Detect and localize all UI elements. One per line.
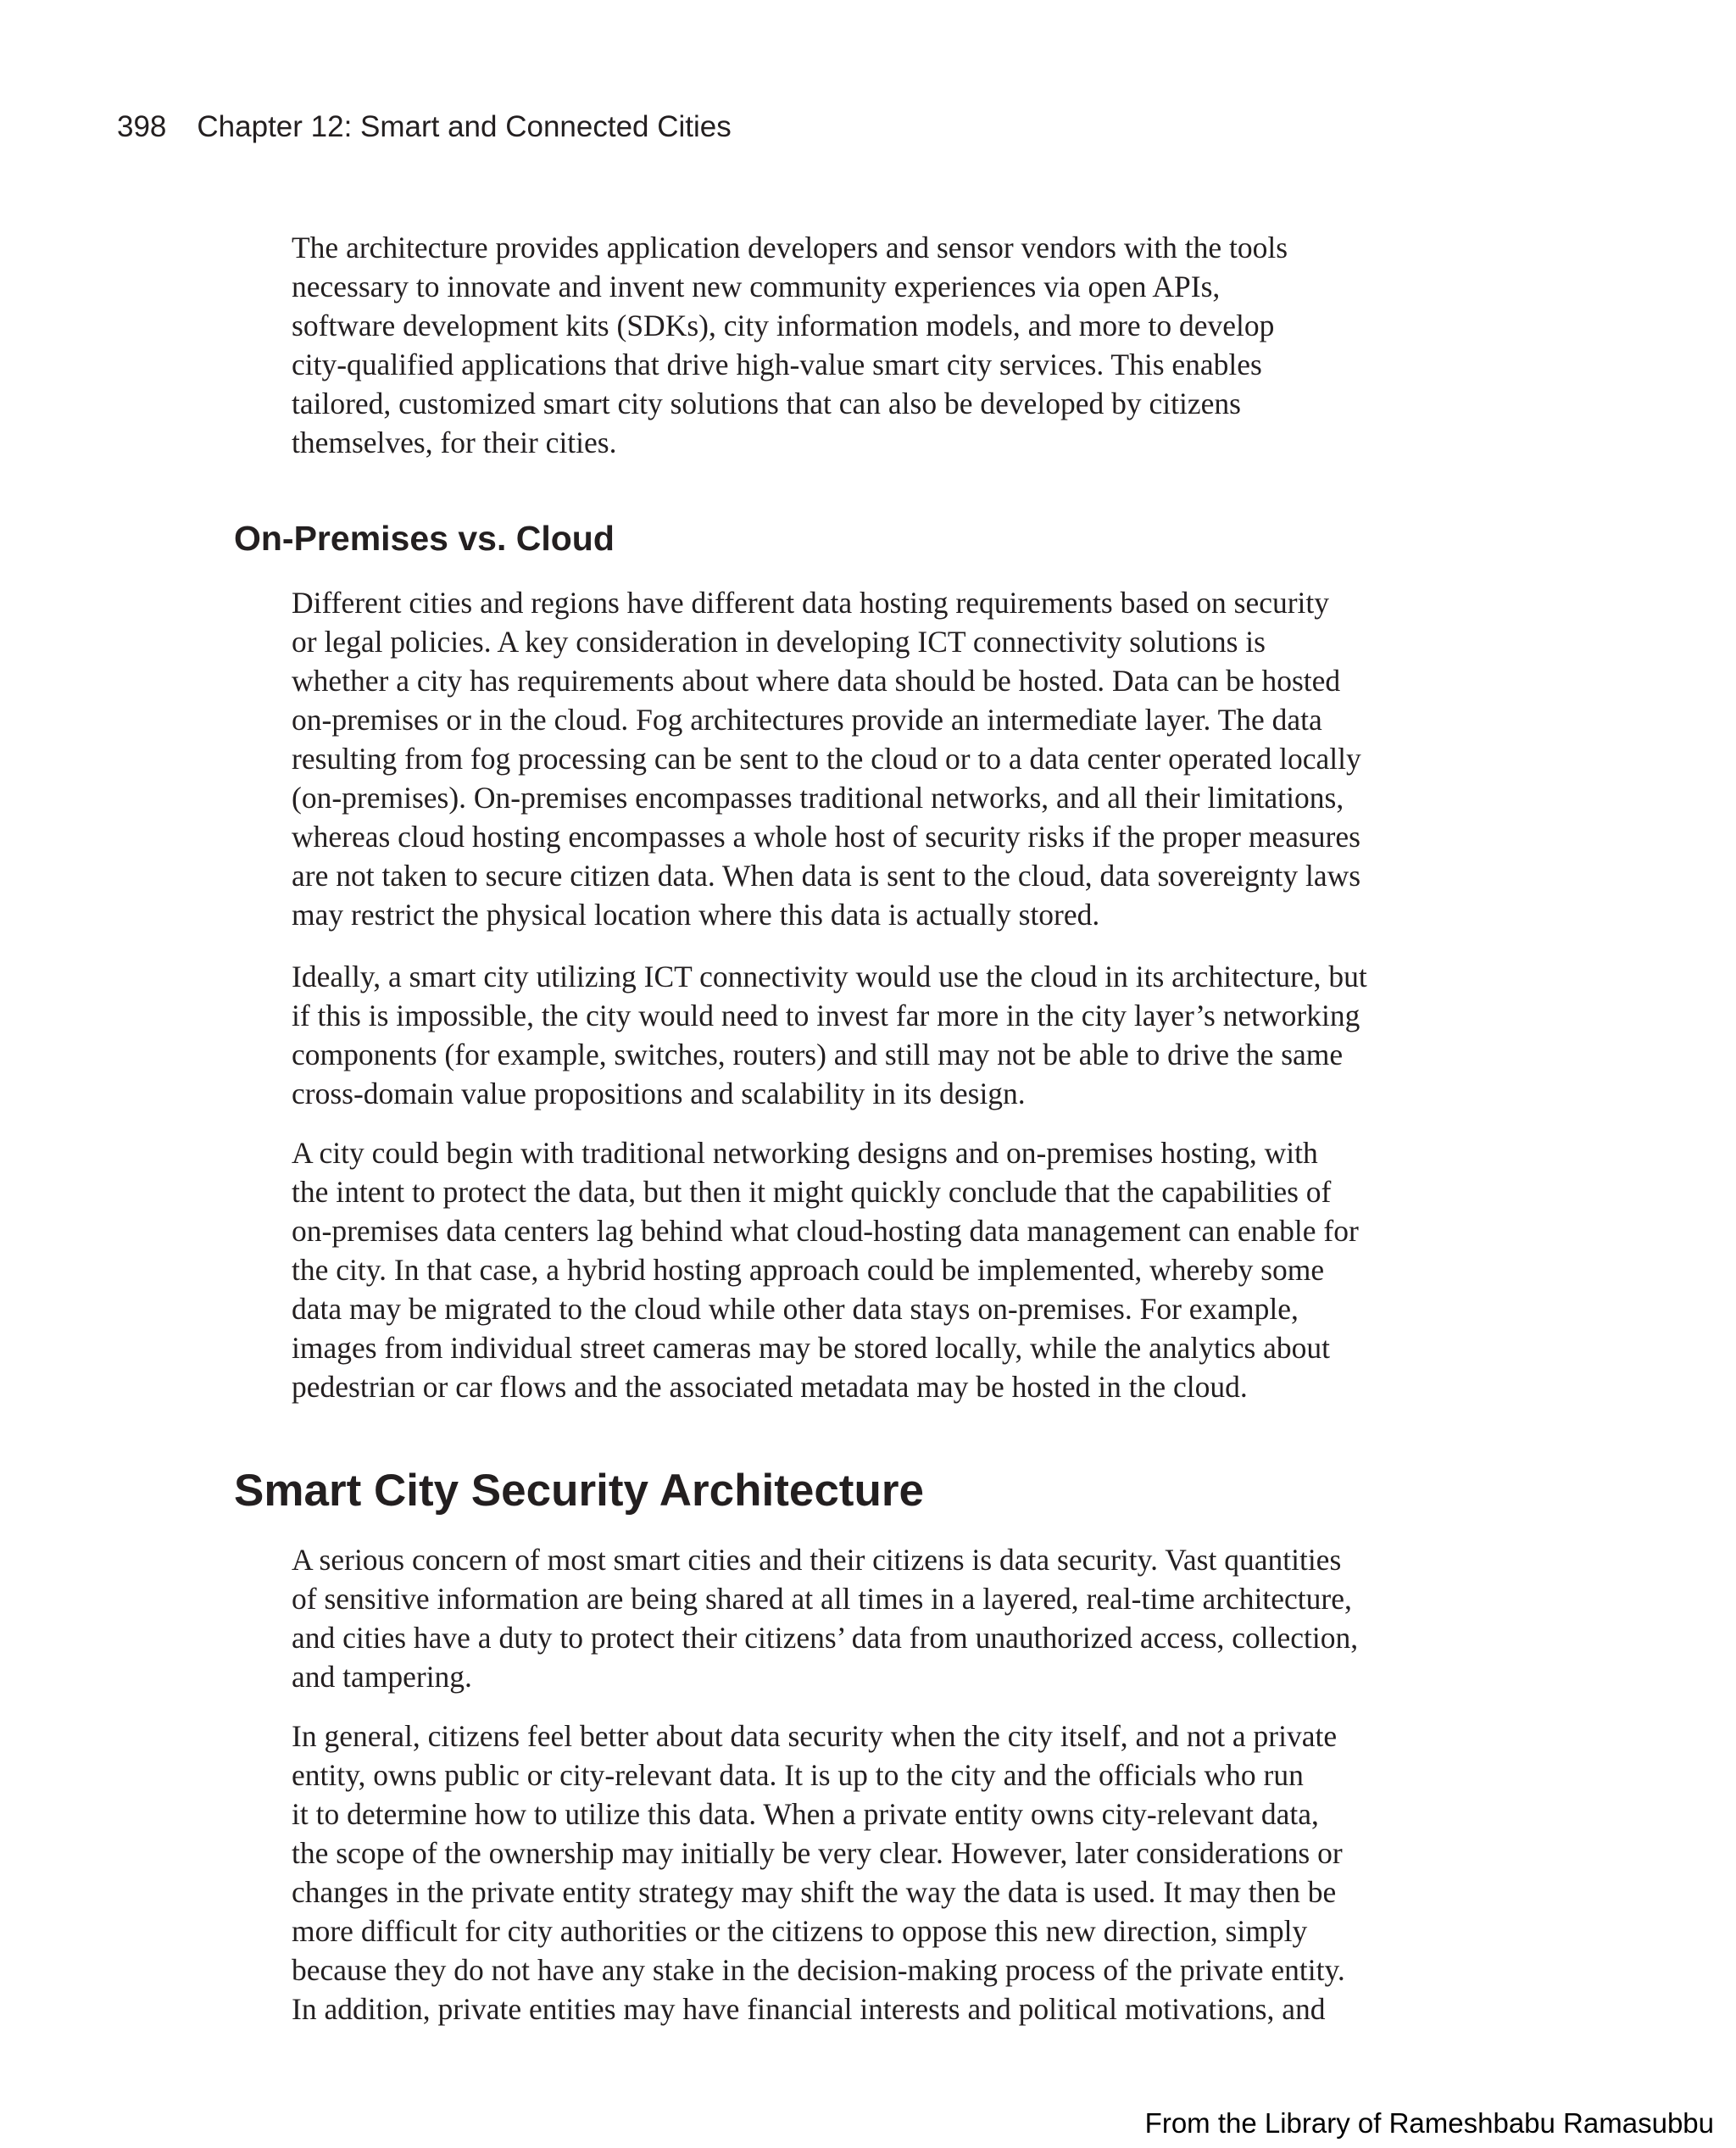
text-line: if this is impossible, the city would need to invest far more in the city layer’s networking	[292, 999, 1360, 1032]
text-line: on-premises data centers lag behind what cloud-hosting data management can enable for	[292, 1214, 1359, 1248]
on-premises-paragraph-3	[292, 1133, 1453, 1406]
text-line: A city could begin with traditional networking designs and on-premises hosting, with	[292, 1136, 1318, 1170]
text-line: the city. In that case, a hybrid hosting approach could be implemented, whereby some	[292, 1253, 1325, 1287]
text-line: or legal policies. A key consideration in developing ICT connectivity solutions is	[292, 625, 1266, 659]
text-line: may restrict the physical location where this data is actually stored.	[292, 898, 1100, 932]
security-paragraph-1	[292, 1540, 1453, 1696]
text-line: necessary to innovate and invent new community experiences via open APIs,	[292, 270, 1221, 303]
page-number: 398	[117, 110, 167, 143]
text-line: the scope of the ownership may initially be very clear. However, later considerations or	[292, 1836, 1343, 1870]
text-line: In general, citizens feel better about data security when the city itself, and not a private	[292, 1719, 1338, 1753]
text-line: and cities have a duty to protect their citizens’ data from unauthorized access, collection,	[292, 1621, 1359, 1655]
text-line: data may be migrated to the cloud while other data stays on-premises. For example,	[292, 1292, 1299, 1326]
section-heading-on-premises: On-Premises vs. Cloud	[234, 519, 615, 558]
text-line: because they do not have any stake in the decision-making process of the private entity.	[292, 1953, 1345, 1987]
text-line: resulting from fog processing can be sent to the cloud or to a data center operated locally	[292, 742, 1361, 776]
section-heading-security: Smart City Security Architecture	[234, 1466, 924, 1516]
text-line: components (for example, switches, routers) and still may not be able to drive the same	[292, 1038, 1344, 1071]
text-line: the intent to protect the data, but then it might quickly conclude that the capabilities of	[292, 1175, 1332, 1209]
text-line: images from individual street cameras may be stored locally, while the analytics about	[292, 1331, 1331, 1365]
library-watermark: From the Library of Rameshbabu Ramasubbu	[1144, 2107, 1714, 2139]
text-line: Ideally, a smart city utilizing ICT connectivity would use the cloud in its architecture, but	[292, 960, 1367, 993]
text-line: cross-domain value propositions and scalability in its design.	[292, 1077, 1026, 1110]
text-line: tailored, customized smart city solutions that can also be developed by citizens	[292, 387, 1241, 420]
text-line: and tampering.	[292, 1660, 472, 1694]
text-line: pedestrian or car flows and the associated metadata may be hosted in the cloud.	[292, 1370, 1248, 1404]
text-line: Different cities and regions have different data hosting requirements based on security	[292, 586, 1330, 620]
intro-paragraph	[292, 228, 1453, 462]
text-line: it to determine how to utilize this data. When a private entity owns city-relevant data,	[292, 1797, 1319, 1831]
text-line: themselves, for their cities.	[292, 426, 617, 459]
running-head	[117, 110, 732, 144]
text-line: city-qualified applications that drive high-value smart city services. This enables	[292, 348, 1262, 381]
text-line: changes in the private entity strategy may shift the way the data is used. It may then be	[292, 1875, 1337, 1909]
chapter-title: Chapter 12: Smart and Connected Cities	[197, 110, 732, 143]
text-line: (on-premises). On-premises encompasses traditional networks, and all their limitations,	[292, 781, 1344, 815]
text-line: are not taken to secure citizen data. When data is sent to the cloud, data sovereignty laws	[292, 859, 1361, 893]
text-line: on-premises or in the cloud. Fog architectures provide an intermediate layer. The data	[292, 703, 1322, 737]
text-line: whether a city has requirements about where data should be hosted. Data can be hosted	[292, 664, 1341, 698]
text-line: In addition, private entities may have financial interests and political motivations, and	[292, 1992, 1326, 2026]
text-line: The architecture provides application developers and sensor vendors with the tools	[292, 231, 1288, 264]
text-line: software development kits (SDKs), city information models, and more to develop	[292, 309, 1275, 342]
on-premises-paragraph-1	[292, 583, 1453, 934]
text-line: of sensitive information are being shared at all times in a layered, real-time architecture,	[292, 1582, 1352, 1616]
on-premises-paragraph-2	[292, 957, 1453, 1113]
text-line: A serious concern of most smart cities and their citizens is data security. Vast quantities	[292, 1543, 1342, 1577]
security-paragraph-2	[292, 1717, 1453, 2028]
text-line: whereas cloud hosting encompasses a whole host of security risks if the proper measures	[292, 820, 1360, 854]
text-line: more difficult for city authorities or the citizens to oppose this new direction, simply	[292, 1914, 1308, 1948]
text-line: entity, owns public or city-relevant data. It is up to the city and the officials who run	[292, 1758, 1304, 1792]
